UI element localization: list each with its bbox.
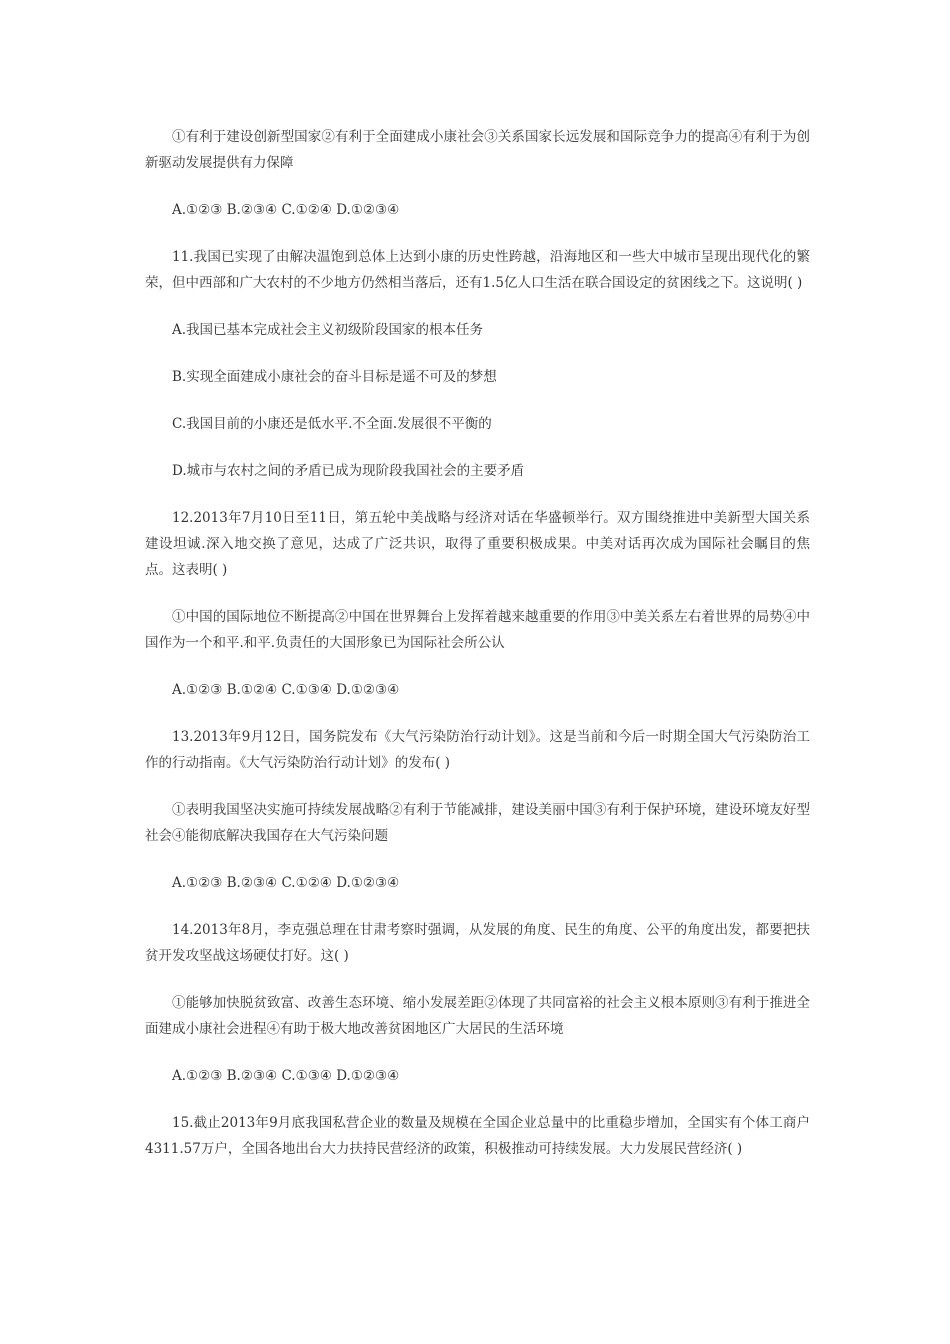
q11-option-c: C.我国目前的小康还是低水平.不全面.发展很不平衡的: [172, 416, 492, 432]
q13-options: A.①②③ B.②③④ C.①②④ D.①②③④: [172, 875, 400, 891]
q14-options: A.①②③ B.②③④ C.①③④ D.①②③④: [172, 1068, 400, 1084]
q13-question: 13.2013年9月12日，国务院发布《大气污染防治行动计划》。这是当前和今后一时期全国大气污染防治工作的行动指南。《大气污染防治行动计划》的发布( ): [145, 729, 810, 771]
q13-statements: ①表明我国坚决实施可持续发展战略②有利于节能减排，建设美丽中国③有利于保护环境，建设环境友好型社会④能彻底解决我国存在大气污染问题: [145, 802, 810, 844]
q11-option-d: D.城市与农村之间的矛盾已成为现阶段我国社会的主要矛盾: [172, 463, 525, 479]
q12-question: 12.2013年7月10日至11日，第五轮中美战略与经济对话在华盛顿举行。双方围绕推进中美新型大国关系建设坦诚.深入地交换了意见，达成了广泛共识，取得了重要积极成果。中美对话再次成为国际社会瞩目的焦点。这表明( ): [145, 510, 810, 578]
q12-options: A.①②③ B.①②④ C.①③④ D.①②③④: [172, 682, 400, 698]
q14-statements: ①能够加快脱贫致富、改善生态环境、缩小发展差距②体现了共同富裕的社会主义根本原则③有利于推进全面建成小康社会进程④有助于极大地改善贫困地区广大居民的生活环境: [145, 995, 810, 1037]
q10-statements: ①有利于建设创新型国家②有利于全面建成小康社会③关系国家长远发展和国际竞争力的提高④有利于为创新驱动发展提供有力保障: [145, 129, 810, 171]
q12-statements: ①中国的国际地位不断提高②中国在世界舞台上发挥着越来越重要的作用③中美关系左右着世界的局势④中国作为一个和平.和平.负责任的大国形象已为国际社会所公认: [145, 609, 810, 651]
q14-question: 14.2013年8月，李克强总理在甘肃考察时强调，从发展的角度、民生的角度、公平的角度出发，都要把扶贫开发攻坚战这场硬仗打好。这( ): [145, 922, 810, 964]
q15-question: 15.截止2013年9月底我国私营企业的数量及规模在全国企业总量中的比重稳步增加，全国实有个体工商户4311.57万户，全国各地出台大力扶持民营经济的政策，积极推动可持续发展。大力发展民营经济( ): [145, 1115, 810, 1157]
q11-option-b: B.实现全面建成小康社会的奋斗目标是遥不可及的梦想: [172, 369, 497, 385]
q11-option-a: A.我国已基本完成社会主义初级阶段国家的根本任务: [172, 322, 484, 338]
q11-question: 11.我国已实现了由解决温饱到总体上达到小康的历史性跨越，沿海地区和一些大中城市呈现出现代化的繁荣，但中西部和广大农村的不少地方仍然相当落后，还有1.5亿人口生活在联合国设定的贫困线之下。这说明( ): [145, 249, 810, 291]
q10-options: A.①②③ B.②③④ C.①②④ D.①②③④: [172, 202, 400, 218]
